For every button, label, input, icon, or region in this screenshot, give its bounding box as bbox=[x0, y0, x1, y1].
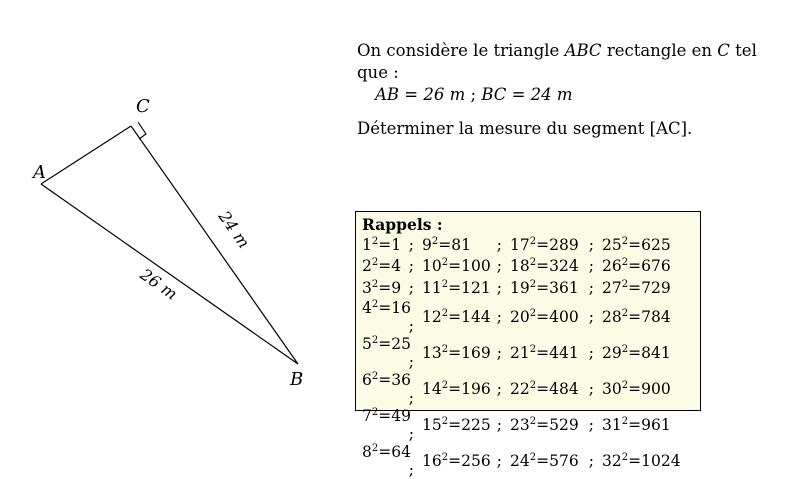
square-value: 196 bbox=[461, 379, 491, 398]
square-value: 225 bbox=[461, 416, 491, 435]
square-exponent: 2 bbox=[621, 343, 629, 355]
square-entry bbox=[510, 234, 602, 256]
square-exponent: 2 bbox=[621, 379, 629, 391]
square-exponent: 2 bbox=[529, 415, 537, 427]
equals-sign: = bbox=[378, 370, 392, 389]
side-label-bc: 24 m bbox=[214, 207, 254, 252]
square-entry bbox=[510, 299, 602, 335]
square-entry bbox=[602, 256, 681, 278]
equals-sign: = bbox=[628, 379, 642, 398]
equals-sign: = bbox=[628, 235, 642, 254]
square-entry bbox=[362, 407, 422, 443]
square-base: 17 bbox=[510, 235, 530, 254]
square-value: 36 bbox=[391, 370, 411, 389]
square-exponent: 2 bbox=[621, 307, 629, 319]
right-angle-mark bbox=[138, 122, 146, 139]
entry-separator: ; bbox=[496, 307, 502, 326]
square-exponent: 2 bbox=[441, 415, 449, 427]
square-value: 529 bbox=[549, 416, 579, 435]
reminders-box bbox=[355, 211, 701, 479]
entry-separator: ; bbox=[588, 452, 594, 471]
entry-separator: ; bbox=[588, 278, 594, 297]
side-ab bbox=[41, 184, 298, 364]
equals-sign: = bbox=[448, 343, 462, 362]
statement-prefix: On considère le triangle bbox=[357, 41, 560, 60]
equals-sign: = bbox=[448, 307, 462, 326]
square-entry bbox=[602, 277, 681, 299]
square-value: 625 bbox=[641, 235, 671, 254]
square-entry bbox=[510, 407, 602, 443]
square-exponent: 2 bbox=[529, 307, 537, 319]
equals-sign: = bbox=[536, 235, 550, 254]
entry-separator: ; bbox=[588, 257, 594, 276]
entry-separator: ; bbox=[408, 316, 414, 335]
square-exponent: 2 bbox=[371, 298, 379, 310]
square-entry bbox=[362, 277, 422, 299]
square-base: 29 bbox=[602, 343, 622, 362]
square-entry bbox=[422, 299, 510, 335]
square-entry bbox=[422, 335, 510, 371]
side-label-ab: 26 m bbox=[136, 264, 181, 304]
squares-row bbox=[362, 443, 681, 479]
square-exponent: 2 bbox=[441, 307, 449, 319]
given-separator: ; bbox=[470, 85, 477, 104]
square-base: 1 bbox=[362, 235, 372, 254]
equals-sign: = bbox=[378, 257, 392, 276]
given-bc: BC = 24 m bbox=[481, 85, 573, 104]
square-entry bbox=[422, 371, 510, 407]
problem-statement bbox=[357, 40, 787, 140]
square-exponent: 2 bbox=[621, 452, 629, 464]
vertex-label-b: B bbox=[290, 369, 304, 390]
entry-separator: ; bbox=[408, 235, 414, 254]
squares-row bbox=[362, 371, 681, 407]
equals-sign: = bbox=[536, 379, 550, 398]
square-base: 23 bbox=[510, 416, 530, 435]
square-exponent: 2 bbox=[529, 379, 537, 391]
square-base: 24 bbox=[510, 452, 530, 471]
statement-suffix: tel que : bbox=[357, 41, 757, 82]
square-base: 27 bbox=[602, 278, 622, 297]
square-value: 361 bbox=[549, 278, 579, 297]
square-base: 9 bbox=[422, 235, 432, 254]
equals-sign: = bbox=[448, 257, 462, 276]
equals-sign: = bbox=[378, 298, 392, 317]
square-value: 841 bbox=[641, 343, 671, 362]
squares-row bbox=[362, 234, 681, 256]
square-exponent: 2 bbox=[371, 334, 379, 346]
square-value: 289 bbox=[549, 235, 579, 254]
square-exponent: 2 bbox=[441, 452, 449, 464]
triangle-figure bbox=[0, 0, 340, 400]
equals-sign: = bbox=[628, 343, 642, 362]
squares-row bbox=[362, 407, 681, 443]
square-entry bbox=[602, 371, 681, 407]
equals-sign: = bbox=[536, 452, 550, 471]
square-base: 4 bbox=[362, 298, 372, 317]
square-base: 3 bbox=[362, 278, 372, 297]
square-base: 20 bbox=[510, 307, 530, 326]
equals-sign: = bbox=[628, 257, 642, 276]
square-exponent: 2 bbox=[529, 343, 537, 355]
square-value: 441 bbox=[549, 343, 579, 362]
square-base: 16 bbox=[422, 452, 442, 471]
equals-sign: = bbox=[448, 278, 462, 297]
square-base: 25 bbox=[602, 235, 622, 254]
side-cb bbox=[131, 126, 298, 364]
square-entry bbox=[510, 335, 602, 371]
square-base: 14 bbox=[422, 379, 442, 398]
square-value: 729 bbox=[641, 278, 671, 297]
square-exponent: 2 bbox=[441, 278, 449, 290]
square-exponent: 2 bbox=[441, 343, 449, 355]
square-entry bbox=[362, 256, 422, 278]
square-base: 2 bbox=[362, 257, 372, 276]
equals-sign: = bbox=[378, 407, 392, 426]
side-ac bbox=[41, 126, 131, 184]
square-base: 12 bbox=[422, 307, 442, 326]
square-value: 576 bbox=[549, 452, 579, 471]
square-entry bbox=[510, 256, 602, 278]
square-entry bbox=[510, 371, 602, 407]
equals-sign: = bbox=[378, 235, 392, 254]
square-exponent: 2 bbox=[441, 379, 449, 391]
square-value: 1024 bbox=[641, 452, 681, 471]
entry-separator: ; bbox=[408, 278, 414, 297]
square-exponent: 2 bbox=[371, 370, 379, 382]
equals-sign: = bbox=[536, 257, 550, 276]
entry-separator: ; bbox=[588, 235, 594, 254]
equals-sign: = bbox=[378, 443, 392, 462]
square-exponent: 2 bbox=[431, 235, 439, 247]
question-text: Déterminer la mesure du segment [AC]. bbox=[357, 119, 693, 138]
square-entry bbox=[362, 443, 422, 479]
entry-separator: ; bbox=[588, 307, 594, 326]
statement-middle: rectangle en bbox=[606, 41, 713, 60]
equals-sign: = bbox=[448, 416, 462, 435]
equals-sign: = bbox=[438, 235, 452, 254]
entry-separator: ; bbox=[496, 278, 502, 297]
square-exponent: 2 bbox=[621, 278, 629, 290]
square-value: 64 bbox=[391, 443, 411, 462]
square-exponent: 2 bbox=[371, 406, 379, 418]
equals-sign: = bbox=[448, 452, 462, 471]
vertex-label-a: A bbox=[33, 162, 46, 183]
square-base: 11 bbox=[422, 278, 442, 297]
square-value: 9 bbox=[391, 278, 402, 297]
square-base: 26 bbox=[602, 257, 622, 276]
equals-sign: = bbox=[628, 307, 642, 326]
square-value: 484 bbox=[549, 379, 579, 398]
entry-separator: ; bbox=[408, 388, 414, 407]
equals-sign: = bbox=[628, 278, 642, 297]
entry-separator: ; bbox=[408, 257, 414, 276]
right-angle-vertex: C bbox=[717, 41, 730, 60]
equals-sign: = bbox=[536, 278, 550, 297]
square-exponent: 2 bbox=[371, 278, 379, 290]
entry-separator: ; bbox=[408, 352, 414, 371]
squares-table bbox=[362, 234, 681, 479]
reminders-title: Rappels : bbox=[362, 215, 443, 234]
square-entry bbox=[422, 443, 510, 479]
equals-sign: = bbox=[628, 452, 642, 471]
entry-separator: ; bbox=[496, 415, 502, 434]
square-base: 15 bbox=[422, 416, 442, 435]
square-value: 169 bbox=[461, 343, 491, 362]
square-base: 32 bbox=[602, 452, 622, 471]
entry-separator: ; bbox=[496, 235, 502, 254]
entry-separator: ; bbox=[496, 379, 502, 398]
square-base: 5 bbox=[362, 334, 372, 353]
entry-separator: ; bbox=[496, 452, 502, 471]
square-base: 22 bbox=[510, 379, 530, 398]
given-lengths bbox=[357, 84, 787, 106]
given-ab: AB = 26 m bbox=[375, 85, 466, 104]
square-entry bbox=[602, 234, 681, 256]
square-entry bbox=[510, 277, 602, 299]
equals-sign: = bbox=[378, 278, 392, 297]
square-exponent: 2 bbox=[529, 257, 537, 269]
square-entry bbox=[362, 299, 422, 335]
square-base: 18 bbox=[510, 257, 530, 276]
square-value: 121 bbox=[461, 278, 491, 297]
equals-sign: = bbox=[448, 379, 462, 398]
entry-separator: ; bbox=[408, 425, 414, 444]
square-exponent: 2 bbox=[371, 443, 379, 455]
entry-separator: ; bbox=[496, 343, 502, 362]
square-entry bbox=[362, 371, 422, 407]
square-entry bbox=[422, 277, 510, 299]
square-entry bbox=[422, 256, 510, 278]
equals-sign: = bbox=[378, 334, 392, 353]
square-base: 6 bbox=[362, 370, 372, 389]
square-value: 81 bbox=[451, 235, 471, 254]
square-value: 144 bbox=[461, 307, 491, 326]
square-entry bbox=[362, 234, 422, 256]
square-exponent: 2 bbox=[529, 452, 537, 464]
square-base: 19 bbox=[510, 278, 530, 297]
equals-sign: = bbox=[536, 307, 550, 326]
squares-row bbox=[362, 277, 681, 299]
square-entry bbox=[602, 299, 681, 335]
squares-row bbox=[362, 299, 681, 335]
square-base: 7 bbox=[362, 407, 372, 426]
square-entry bbox=[362, 335, 422, 371]
entry-separator: ; bbox=[408, 461, 414, 479]
square-exponent: 2 bbox=[529, 278, 537, 290]
square-base: 13 bbox=[422, 343, 442, 362]
vertex-label-c: C bbox=[136, 96, 150, 117]
square-value: 16 bbox=[391, 298, 411, 317]
square-entry bbox=[422, 407, 510, 443]
square-exponent: 2 bbox=[371, 235, 379, 247]
square-exponent: 2 bbox=[621, 415, 629, 427]
square-value: 676 bbox=[641, 257, 671, 276]
equals-sign: = bbox=[536, 416, 550, 435]
square-value: 25 bbox=[391, 334, 411, 353]
square-value: 961 bbox=[641, 416, 671, 435]
entry-separator: ; bbox=[588, 343, 594, 362]
square-value: 256 bbox=[461, 452, 491, 471]
equals-sign: = bbox=[536, 343, 550, 362]
statement-line-1 bbox=[357, 40, 787, 84]
square-value: 49 bbox=[391, 407, 411, 426]
square-value: 900 bbox=[641, 379, 671, 398]
square-value: 4 bbox=[391, 257, 402, 276]
square-exponent: 2 bbox=[529, 235, 537, 247]
triangle-name: ABC bbox=[564, 41, 602, 60]
squares-row bbox=[362, 256, 681, 278]
square-base: 28 bbox=[602, 307, 622, 326]
square-entry bbox=[602, 407, 681, 443]
entry-separator: ; bbox=[496, 257, 502, 276]
square-entry bbox=[602, 335, 681, 371]
entry-separator: ; bbox=[588, 379, 594, 398]
square-base: 31 bbox=[602, 416, 622, 435]
square-base: 10 bbox=[422, 257, 442, 276]
square-base: 21 bbox=[510, 343, 530, 362]
square-value: 100 bbox=[461, 257, 491, 276]
entry-separator: ; bbox=[588, 415, 594, 434]
square-value: 784 bbox=[641, 307, 671, 326]
square-base: 8 bbox=[362, 443, 372, 462]
square-exponent: 2 bbox=[621, 257, 629, 269]
square-value: 1 bbox=[391, 235, 402, 254]
square-entry bbox=[510, 443, 602, 479]
equals-sign: = bbox=[628, 416, 642, 435]
square-base: 30 bbox=[602, 379, 622, 398]
square-exponent: 2 bbox=[441, 257, 449, 269]
squares-row bbox=[362, 335, 681, 371]
square-exponent: 2 bbox=[371, 257, 379, 269]
square-entry bbox=[602, 443, 681, 479]
square-value: 400 bbox=[549, 307, 579, 326]
square-entry bbox=[422, 234, 510, 256]
square-value: 324 bbox=[549, 257, 579, 276]
square-exponent: 2 bbox=[621, 235, 629, 247]
